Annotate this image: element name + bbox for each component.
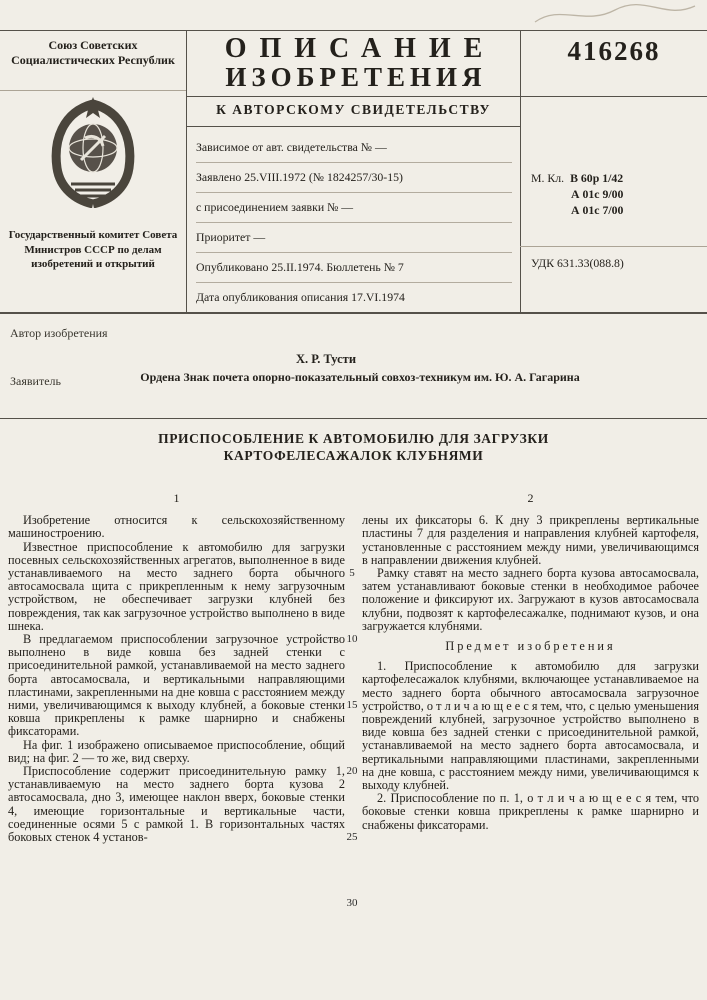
margin-line-number: 25 bbox=[346, 831, 358, 843]
margin-line-number: 30 bbox=[346, 897, 358, 909]
field-published: Опубликовано 25.II.1974. Бюллетень № 7 bbox=[196, 253, 512, 283]
margin-line-number: 15 bbox=[346, 699, 358, 711]
divider-header-top bbox=[0, 30, 707, 31]
patent-number: 416268 bbox=[567, 36, 661, 66]
claim-1: 1. Приспособление к автомобилю для загрузки картофелесажалок клубнями, включающее устанавливаемое на место заднего борта обычного автосамосвала загрузочное устройство, о т л и ч а ю щ е е с я тем, что, с целью уменьшения повреждений клубней, загрузочное устройство выполнено в виде ковша без задней стенки с присоединительной рамкой, устанавливаемой на место заднего борта автосамосвала, и вертикальными направляющими пластинами, закрепленными на дне ковша, с расстоянием между ними, увеличивающимся к выходу клубней. bbox=[362, 659, 699, 793]
paragraph: лены их фиксаторы 6. К дну 3 прикреплены вертикальные пластины 7 для разделения и направления клубней картофеля, установленные с расстоянием между ними, увеличивающимся в направлении движения клубней. bbox=[362, 513, 699, 567]
margin-line-number: 20 bbox=[346, 765, 358, 777]
mkl-code-1: В 60р 1/42 bbox=[570, 171, 624, 185]
ussr-coat-of-arms-icon bbox=[47, 96, 139, 208]
paragraph: Известное приспособление к автомобилю для загрузки посевных сельскохозяйственных агрегатов, выполненное в виде устанавливаемого на место заднего борта обычного автосамосвала щита с прикрепленным к нему загрузочным устройством, не обеспечивает загрузки клубней без повреждения, так как загрузочное устройство выполнено в виде шнека. bbox=[8, 539, 345, 633]
paragraph: Изобретение относится к сельскохозяйственному машиностроению. bbox=[8, 513, 345, 541]
divider-under-subtitle bbox=[186, 126, 520, 127]
classification-line bbox=[531, 170, 703, 186]
bibliographic-fields bbox=[196, 133, 512, 312]
author-label: Автор изобретения bbox=[10, 326, 108, 340]
field-application-date: Заявлено 25.VIII.1972 (№ 1824257/30-15) bbox=[196, 163, 512, 193]
divider-vertical-right bbox=[520, 30, 521, 312]
field-dependent-certificate: Зависимое от авт. свидетельства № — bbox=[196, 133, 512, 163]
paragraph: В предлагаемом приспособлении загрузочное устройство выполнено в виде ковша без задней стенки с присоединительной рамкой, устанавливаемой на место заднего борта автосамосвала, и вертикальными направляющими пластинами, закрепленными на дне ковша с расстоянием между ними, увеличивающимся к выходу клубней, а боковые стенки ковша прикреплены к рамке шарнирно и снабжены фиксаторами. bbox=[8, 632, 345, 739]
text-column-left bbox=[8, 492, 345, 844]
text-column-right bbox=[362, 492, 699, 832]
masthead-subtitle: К АВТОРСКОМУ СВИДЕТЕЛЬСТВУ bbox=[216, 102, 491, 117]
paragraph: Приспособление содержит присоединительную рамку 1, устанавливаемую на место заднего борта кузова 2 автосамосвала, дно 3, имеющее наклон вверх, боковые стенки 4, имеющие горизонтальные и вертикальные части, соединенные осями 5 с рамкой 1. В горизонтальных частях боковых стенок 4 установ- bbox=[8, 764, 345, 845]
classification-block bbox=[531, 170, 703, 218]
issuer-union-name: Союз Советских Социалистических Республик bbox=[11, 38, 175, 67]
field-joined-application: с присоединением заявки № — bbox=[196, 193, 512, 223]
applicant-name: Ордена Знак почета опорно-показательный совхоз-техникум им. Ю. А. Гагарина bbox=[140, 370, 580, 384]
claims-heading: Предмет изобретения bbox=[445, 639, 616, 654]
mkl-label: М. Кл. bbox=[531, 171, 565, 185]
paragraph: Рамку ставят на место заднего борта кузова автосамосвала, затем устанавливают боковые стенки в необходимое рабочее положение и фиксируют их. Загружают в кузов автосамосвала клубни, подвозят к картофелесажалке, поднимают кузов, и она загружается клубнями. bbox=[362, 566, 699, 633]
divider-under-masthead bbox=[186, 96, 707, 97]
margin-line-number: 10 bbox=[346, 633, 358, 645]
mkl-code-3: А 01с 7/00 bbox=[571, 203, 624, 217]
issuer-committee-name: Государственный комитет Совета Министров СССР по делам изобретений и открытий bbox=[8, 229, 178, 270]
divider-classification bbox=[520, 246, 707, 247]
invention-title-line2: КАРТОФЕЛЕСАЖАЛОК КЛУБНЯМИ bbox=[223, 448, 484, 463]
field-priority: Приоритет — bbox=[196, 223, 512, 253]
divider-people-bottom bbox=[0, 418, 707, 419]
invention-title-line1: ПРИСПОСОБЛЕНИЕ К АВТОМОБИЛЮ ДЛЯ ЗАГРУЗКИ bbox=[158, 431, 549, 446]
claim-2: 2. Приспособление по п. 1, о т л и ч а ю щ е е с я тем, что боковые стенки ковша прикреплены к рамке шарнирно и снабжены фиксаторами. bbox=[362, 791, 699, 832]
paragraph: На фиг. 1 изображено описываемое приспособление, общий вид; на фиг. 2 — то же, вид сверху. bbox=[8, 737, 345, 765]
invention-title bbox=[0, 430, 707, 464]
mkl-code-2: А 01с 9/00 bbox=[571, 187, 624, 201]
divider-under-union bbox=[0, 90, 186, 91]
scan-scribble bbox=[530, 0, 700, 30]
udk-code: УДК 631.33(088.8) bbox=[531, 256, 624, 270]
column-number-right: 2 bbox=[527, 491, 534, 505]
author-name: Х. Р. Тусти bbox=[295, 352, 357, 366]
divider-header-bottom bbox=[0, 312, 707, 314]
field-description-date: Дата опубликования описания 17.VI.1974 bbox=[196, 290, 405, 304]
applicant-label: Заявитель bbox=[10, 374, 61, 388]
column-number-left: 1 bbox=[173, 491, 180, 505]
masthead-word-opisanie: ОПИСАНИЕ bbox=[224, 33, 496, 64]
masthead-word-izobreteniya: ИЗОБРЕТЕНИЯ bbox=[225, 62, 487, 92]
margin-line-number: 5 bbox=[349, 567, 355, 579]
